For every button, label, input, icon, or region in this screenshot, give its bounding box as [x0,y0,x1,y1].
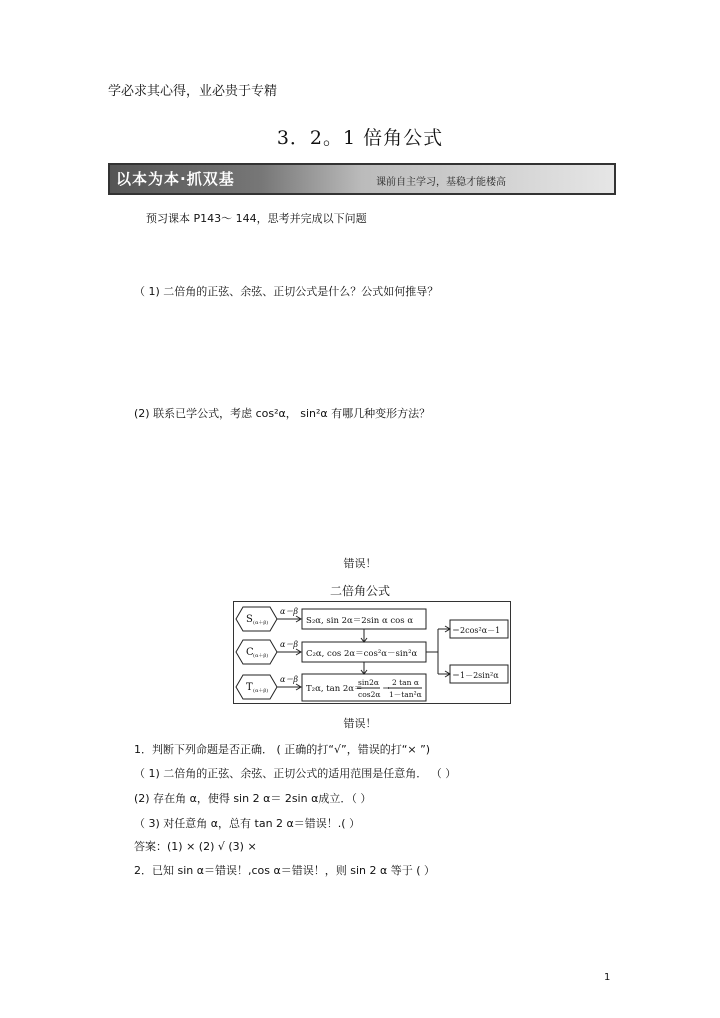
question-2: (2) 联系已学公式，考虑 cos²α， sin²α 有哪几种变形方法？ [134,407,431,420]
tan-frac1-num: sin2α [358,678,379,687]
banner-right-text: 课前自主学习，基稳才能楼高 [376,177,506,188]
node-t-sub: (α＋β) [253,688,269,694]
arrow-label-3: α＝β [280,675,299,684]
exercise-1-prompt: 1．判断下列命题是否正确． ( 正确的打“√”，错误的打“× ”) [134,743,431,756]
node-c-label: C [246,647,254,658]
exercise-1-item-3: （ 3) 对任意角 α，总有 tan 2 α＝错误！.( ） [134,817,361,830]
question-1: （ 1) 二倍角的正弦、余弦、正切公式是什么？公式如何推导？ [134,285,439,298]
node-s-label: S [246,614,253,625]
header-motto: 学必求其心得，业必贵于专精 [108,84,278,99]
error-text-top: 错误！ [343,557,377,570]
node-t-label: T [246,682,253,693]
diagram-title: 二倍角公式 [329,584,390,598]
arrow-label-2: α＝β [280,640,299,649]
node-c-sub: (α＋β) [253,653,269,659]
exercise-1-item-1: （ 1) 二倍角的正弦、余弦、正切公式的适用范围是任意角． （ ） [134,767,457,780]
arrow-label-1: α＝β [280,607,299,616]
node-s-sub: (α＋β) [253,620,269,626]
tan-frac1-den: cos2α [358,690,381,699]
preview-instruction: 预习课本 P143～ 144，思考并完成以下问题 [146,212,367,225]
exercise-1-item-2: (2) 存在角 α，使得 sin 2 α＝ 2sin α成立．（ ） [134,792,372,805]
result-sin-2: ＝1－2sin²α [452,671,499,680]
node-c-shape [236,640,277,664]
node-s-shape [236,607,277,631]
page-number: 1 [604,972,611,983]
formula-tan: T₂α, tan 2α＝ [306,684,363,694]
double-angle-diagram [233,601,511,704]
result-cos-1: ＝2cos²α－1 [452,626,501,635]
section-banner [108,163,616,195]
svg-text:＝: ＝ [382,684,390,693]
exercise-1-answer: 答案：(1) × (2) √ (3) × [134,840,257,853]
banner-left-text: 以本为本·抓双基 [116,170,235,188]
page-title: 3．2。1 倍角公式 [276,127,444,149]
tan-frac2-den: 1－tan²α [389,690,422,699]
diagram-svg [234,602,512,705]
tan-frac2-num: 2 tan α [392,678,419,687]
node-t-shape [236,675,277,699]
error-text-mid: 错误！ [343,717,377,730]
formula-sin: S₂α, sin 2α＝2sin α cos α [306,616,414,626]
exercise-2-prompt: 2．已知 sin α＝错误！,cos α＝错误！，则 sin 2 α 等于 ( ） [134,864,436,877]
formula-cos: C₂α, cos 2α＝cos²α－sin²α [306,649,418,659]
